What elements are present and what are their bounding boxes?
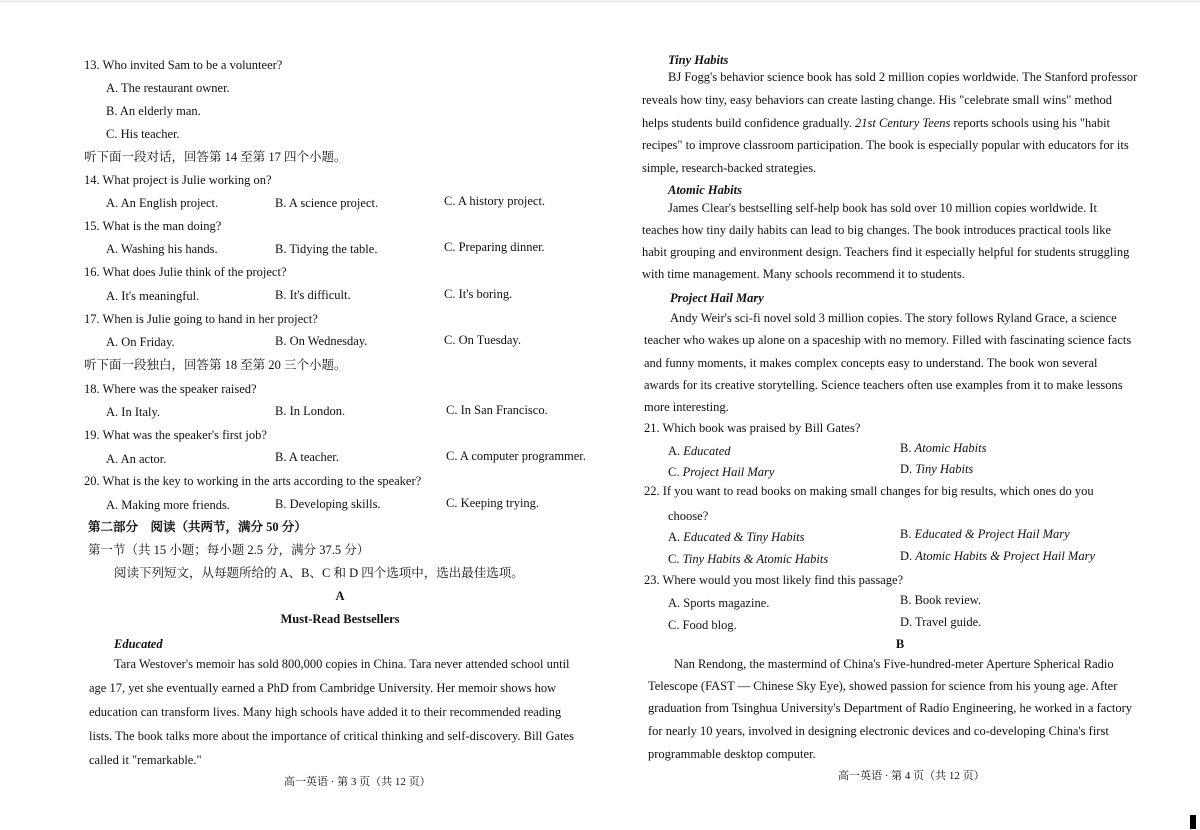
listening-intro-18-20: 听下面一段独白，回答第 18 至第 20 三个小题。 [84, 358, 347, 372]
option-letter: D. [900, 462, 916, 476]
question-14-option-b: B. A science project. [275, 196, 379, 210]
option-letter: A. [668, 530, 684, 544]
educated-line-3: education can transform lives. Many high schools have added it to their recommended reading [89, 705, 562, 719]
question-15-stem: 15. What is the man doing? [84, 219, 222, 233]
passage-a-letter: A [335, 589, 345, 603]
option-text: Educated [683, 444, 731, 458]
tiny-habits-line-2: reveals how tiny, easy behaviors can create lasting change. His "celebrate small wins" method [642, 93, 1112, 107]
option-text: Atomic Habits & Project Hail Mary [915, 549, 1095, 563]
question-17-option-c: C. On Tuesday. [444, 333, 521, 347]
left-page-footer: 高一英语 · 第 3 页（共 12 页） [284, 776, 431, 788]
section-one-heading: 第一节（共 15 小题；每小题 2.5 分，满分 37.5 分） [88, 543, 370, 557]
educated-line-4: lists. The book talks more about the importance of critical thinking and self-discovery. Bill Gates [89, 729, 574, 743]
question-22-option-d [900, 548, 1095, 564]
question-21-option-d [900, 461, 973, 477]
passage-b-line-2: Telescope (FAST — Chinese Sky Eye), showed passion for science from his young age. After [648, 679, 1118, 693]
option-text: Project Hail Mary [682, 465, 775, 479]
educated-line-2: age 17, yet she eventually earned a PhD from Cambridge University. Her memoir shows how [89, 681, 557, 695]
question-21-stem: 21. Which book was praised by Bill Gates? [644, 421, 861, 435]
question-19-stem: 19. What was the speaker's first job? [84, 428, 267, 442]
passage-b-line-1: Nan Rendong, the mastermind of China's Five-hundred-meter Aperture Spherical Radio [674, 657, 1114, 671]
passage-b-line-5: programmable desktop computer. [648, 747, 816, 761]
hail-mary-line-5: more interesting. [644, 400, 729, 414]
question-16-option-a: A. It's meaningful. [106, 289, 200, 303]
question-22-stem-line-1: 22. If you want to read books on making small changes for big results, which ones do you [644, 484, 1094, 498]
question-23-stem: 23. Where would you most likely find this passage? [644, 573, 904, 587]
question-20-option-a: A. Making more friends. [106, 498, 230, 512]
question-18-option-a: A. In Italy. [106, 405, 161, 419]
question-18-option-c: C. In San Francisco. [446, 403, 548, 417]
passage-title: Must-Read Bestsellers [280, 612, 400, 626]
tiny-habits-line-5: simple, research-backed strategies. [642, 161, 817, 175]
option-text: Tiny Habits & Atomic Habits [682, 552, 829, 566]
atomic-habits-heading: Atomic Habits [668, 183, 742, 197]
question-21-option-a [668, 443, 731, 459]
atomic-habits-line-3: habit grouping and environment design. Teachers find it especially helpful for students struggling [642, 245, 1130, 259]
educated-heading: Educated [114, 637, 163, 651]
passage-b-line-4: for nearly 10 years, involved in designing electronic devices and co-developing China's first [648, 724, 1109, 738]
option-text: Atomic Habits [914, 441, 987, 455]
hail-mary-line-1: Andy Weir's sci-fi novel sold 3 million copies. The story follows Ryland Grace, a science [670, 311, 1117, 325]
hail-mary-line-3: and funny moments, it makes complex concepts easy to understand. The book won several [644, 356, 1098, 370]
question-16-option-b: B. It's difficult. [275, 288, 351, 302]
option-text: Tiny Habits [915, 462, 974, 476]
question-14-stem: 14. What project is Julie working on? [84, 173, 272, 187]
tiny-habits-line-3-start: helps students build confidence gradually. [642, 116, 852, 130]
question-13-option-a: A. The restaurant owner. [106, 81, 230, 95]
atomic-habits-line-2: teaches how tiny daily habits can lead to big changes. The book introduces practical tools like [642, 223, 1112, 237]
option-letter: C. [668, 465, 683, 479]
question-21-option-b [900, 440, 986, 456]
option-text: Educated & Project Hail Mary [914, 527, 1070, 541]
question-22-option-a [668, 529, 804, 545]
part-two-heading: 第二部分 阅读（共两节，满分 50 分） [88, 520, 307, 534]
question-15-option-c: C. Preparing dinner. [444, 240, 545, 254]
tiny-habits-heading: Tiny Habits [668, 53, 729, 67]
option-letter: A. [668, 444, 684, 458]
right-page [600, 0, 1200, 830]
question-17-stem: 17. When is Julie going to hand in her project? [84, 312, 318, 326]
question-15-option-b: B. Tidying the table. [275, 242, 378, 256]
educated-line-5: called it "remarkable." [89, 753, 202, 767]
question-23-option-b: B. Book review. [900, 593, 982, 607]
listening-intro-14-17: 听下面一段对话，回答第 14 至第 17 四个小题。 [84, 150, 347, 164]
educated-line-1: Tara Westover's memoir has sold 800,000 copies in China. Tara never attended school until [114, 657, 570, 671]
question-23-option-d: D. Travel guide. [900, 615, 982, 629]
question-17-option-b: B. On Wednesday. [275, 334, 368, 348]
scan-edge-mark [1190, 815, 1196, 829]
tiny-habits-line-1: BJ Fogg's behavior science book has sold 2 million copies worldwide. The Stanford professor [668, 70, 1138, 84]
option-letter: D. [900, 549, 916, 563]
question-17-option-a: A. On Friday. [106, 335, 175, 349]
tiny-habits-line-4: recipes" to improve classroom participation. The book is especially popular with educators for its [642, 138, 1129, 152]
project-hail-mary-heading: Project Hail Mary [670, 291, 764, 305]
question-15-option-a: A. Washing his hands. [106, 242, 218, 256]
atomic-habits-line-1: James Clear's bestselling self-help book has sold over 10 million copies worldwide. It [668, 201, 1097, 215]
tiny-habits-line-3 [642, 115, 1110, 131]
question-18-option-b: B. In London. [275, 404, 346, 418]
option-letter: B. [900, 441, 915, 455]
question-23-option-c: C. Food blog. [668, 618, 737, 632]
question-13-option-b: B. An elderly man. [106, 104, 201, 118]
option-letter: C. [668, 552, 683, 566]
right-page-footer: 高一英语 · 第 4 页（共 12 页） [838, 770, 985, 782]
hail-mary-line-2: teacher who wakes up alone on a spaceship with no memory. Filled with fascinating science facts [644, 333, 1132, 347]
question-14-option-c: C. A history project. [444, 194, 546, 208]
question-20-stem: 20. What is the key to working in the arts according to the speaker? [84, 474, 422, 488]
question-19-option-c: C. A computer programmer. [446, 449, 586, 463]
hail-mary-line-4: awards for its creative storytelling. Science teachers often use examples from it to make lessons [644, 378, 1123, 392]
passage-b-line-3: graduation from Tsinghua University's Department of Radio Engineering, he worked in a factory [648, 701, 1133, 715]
question-22-option-b [900, 526, 1070, 542]
reading-instructions: 阅读下列短文，从每题所给的 A、B、C 和 D 四个选项中，选出最佳选项。 [114, 566, 524, 580]
atomic-habits-line-4: with time management. Many schools recommend it to students. [642, 267, 965, 281]
option-text: Educated & Tiny Habits [683, 530, 805, 544]
question-13-stem: 13. Who invited Sam to be a volunteer? [84, 58, 283, 72]
magazine-name: 21st Century Teens [855, 116, 951, 130]
question-20-option-b: B. Developing skills. [275, 497, 381, 511]
question-20-option-c: C. Keeping trying. [446, 496, 540, 510]
question-16-stem: 16. What does Julie think of the project? [84, 265, 287, 279]
option-letter: B. [900, 527, 915, 541]
passage-b-letter: B [895, 637, 905, 651]
question-19-option-a: A. An actor. [106, 452, 167, 466]
question-14-option-a: A. An English project. [106, 196, 219, 210]
question-23-option-a: A. Sports magazine. [668, 596, 770, 610]
question-22-option-c [668, 551, 828, 567]
question-13-option-c: C. His teacher. [106, 127, 180, 141]
question-22-stem-line-2: choose? [668, 509, 709, 523]
question-18-stem: 18. Where was the speaker raised? [84, 382, 257, 396]
question-19-option-b: B. A teacher. [275, 450, 339, 464]
question-21-option-c [668, 464, 774, 480]
question-16-option-c: C. It's boring. [444, 287, 513, 301]
tiny-habits-line-3-end: reports schools using his "habit [950, 116, 1111, 130]
